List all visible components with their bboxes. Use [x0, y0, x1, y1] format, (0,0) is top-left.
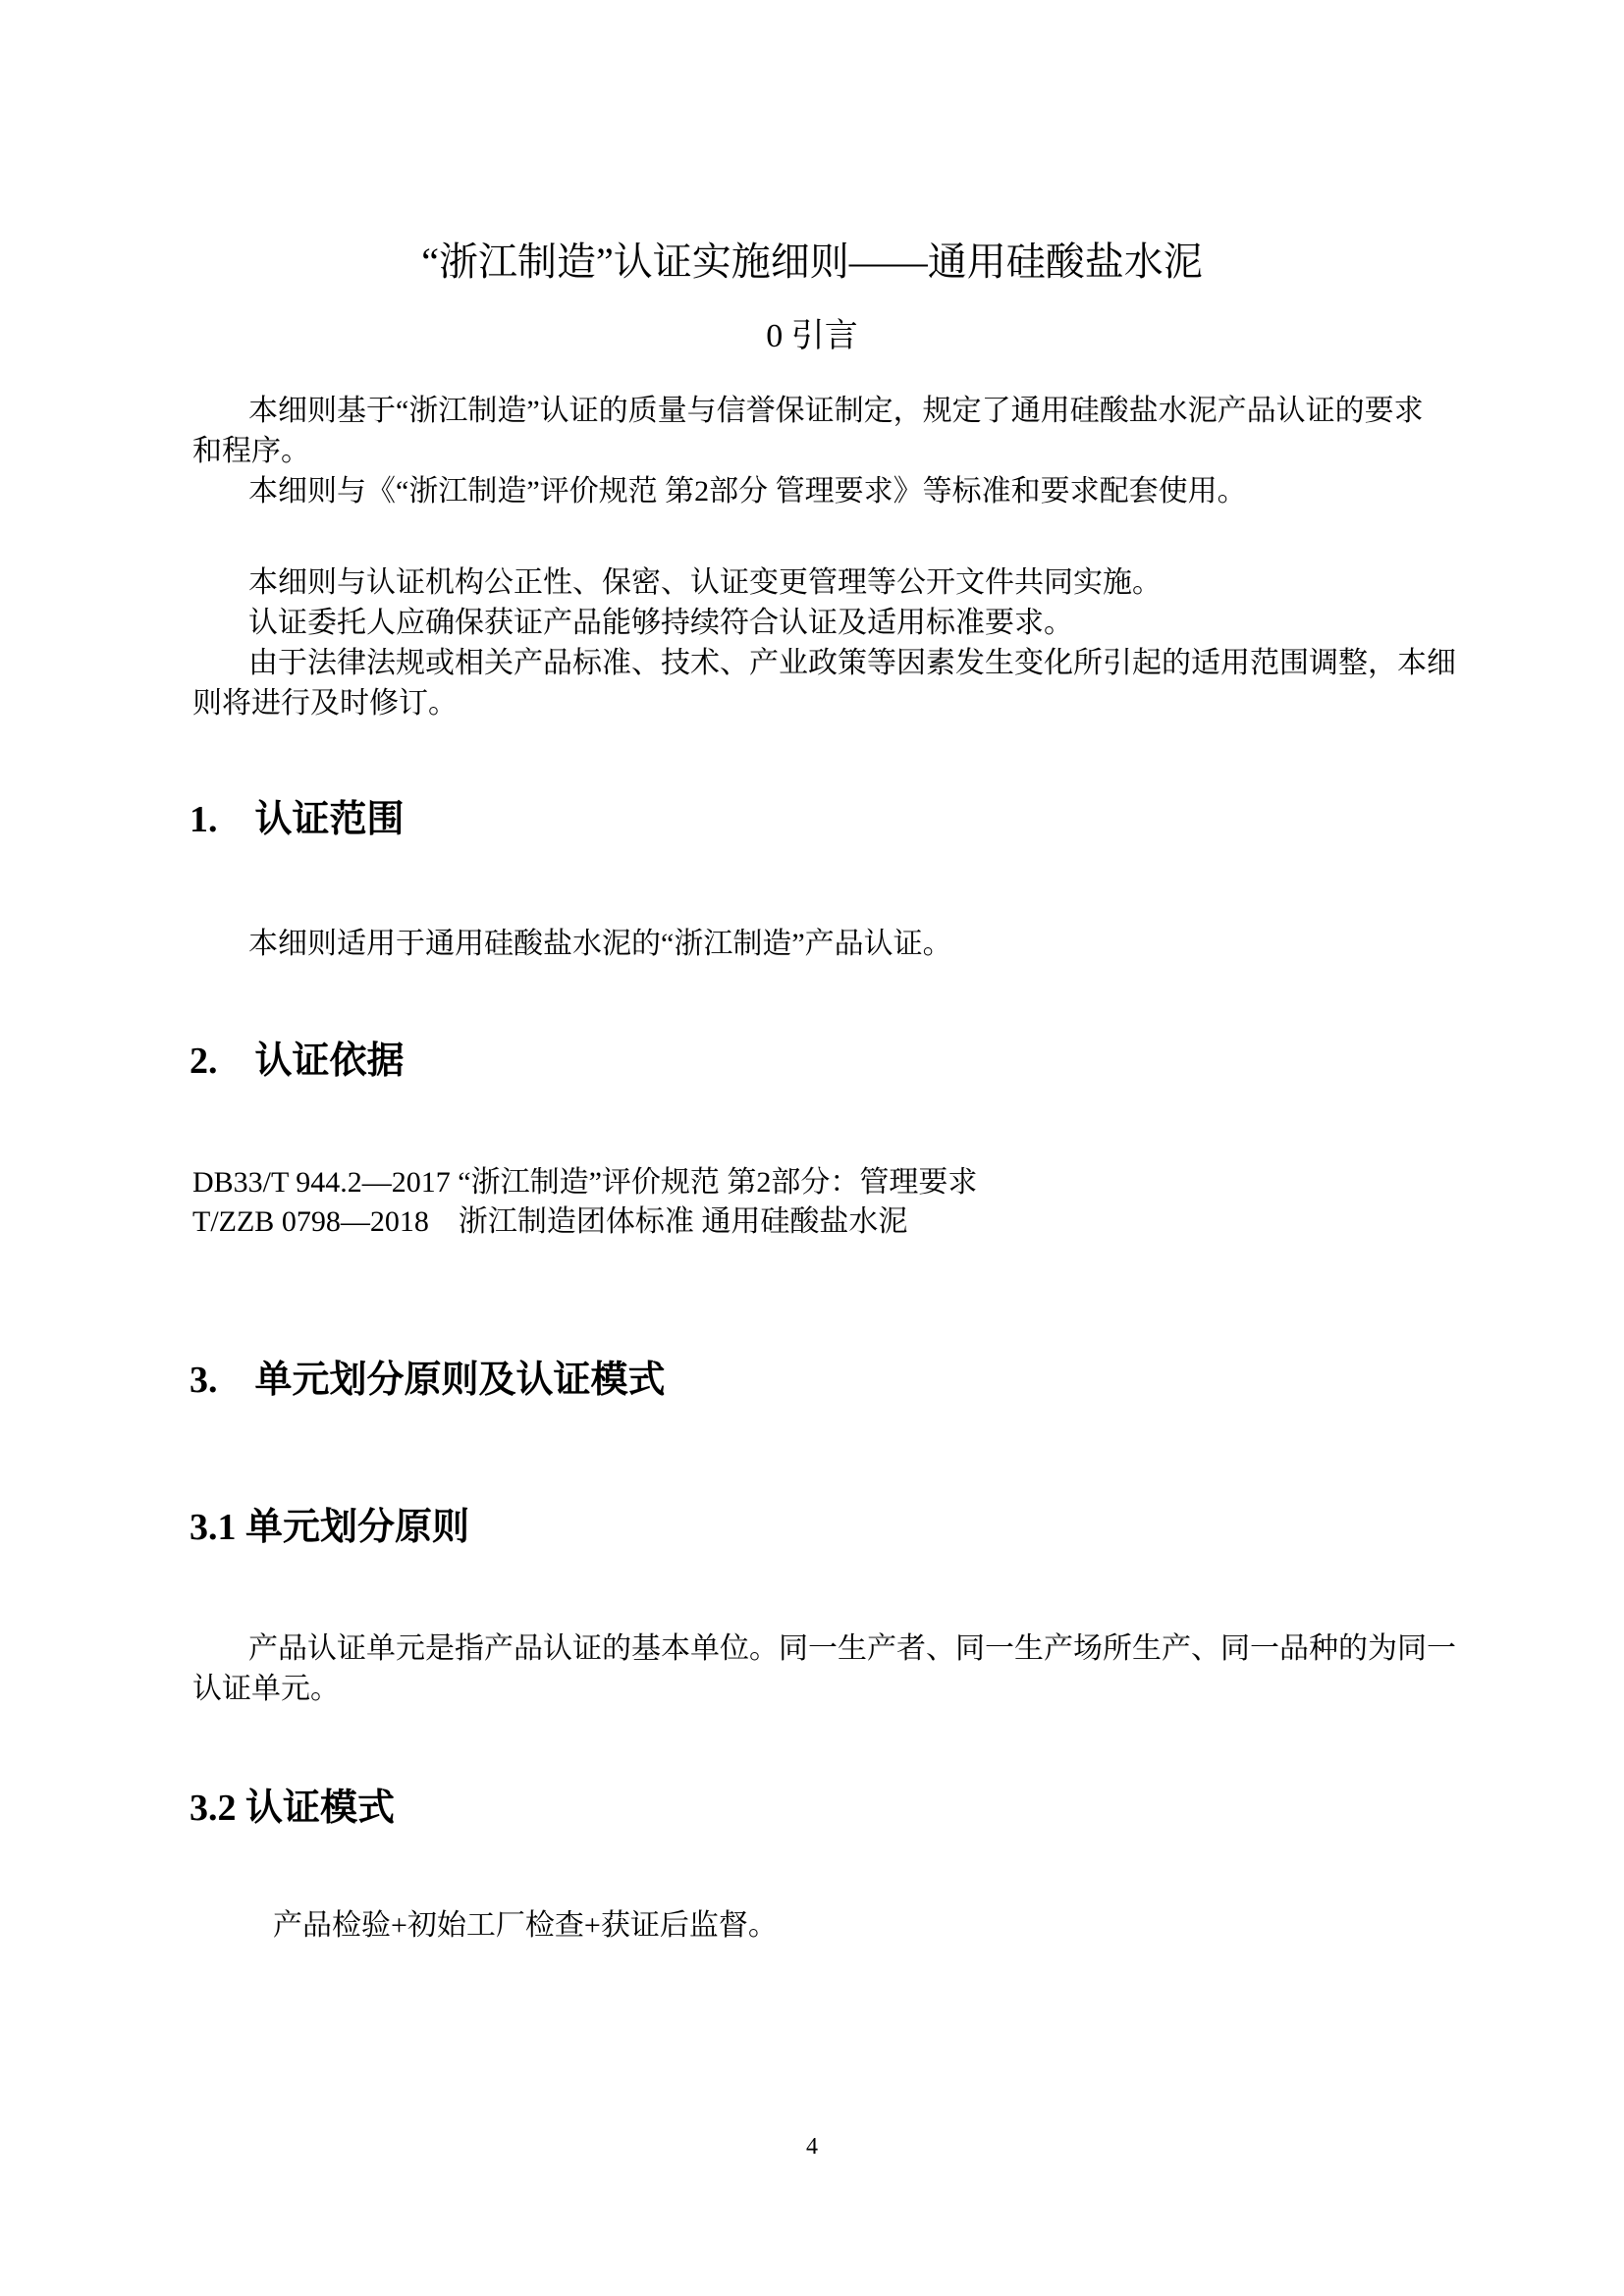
section-0-heading: 0 引言: [766, 318, 858, 354]
section-2-reference-1: DB33/T 944.2—2017 “浙江制造”评价规范 第2部分：管理要求: [192, 1166, 978, 1199]
section-2-reference-2: T/ZZB 0798—2018 浙江制造团体标准 通用硅酸盐水泥: [192, 1205, 908, 1238]
intro-para4: 认证委托人应确保获证产品能够持续符合认证及适用标准要求。: [248, 607, 1073, 639]
intro-para2: 本细则与《“浙江制造”评价规范 第2部分 管理要求》等标准和要求配套使用。: [248, 475, 1247, 507]
intro-para1-line1: 本细则基于“浙江制造”认证的质量与信誉保证制定，规定了通用硅酸盐水泥产品认证的要求: [248, 395, 1424, 427]
section-3-heading: 3. 单元划分原则及认证模式: [189, 1360, 666, 1401]
intro-para1-line2: 和程序。: [192, 435, 310, 467]
section-3-1-body-line2: 认证单元。: [192, 1673, 340, 1705]
document-title: “浙江制造”认证实施细则——通用硅酸盐水泥: [421, 240, 1203, 284]
section-1-body: 本细则适用于通用硅酸盐水泥的“浙江制造”产品认证。: [248, 928, 952, 960]
page-number: 4: [806, 2134, 818, 2160]
intro-para5-line2: 则将进行及时修订。: [192, 687, 458, 720]
section-3-2-body: 产品检验+初始工厂检查+获证后监督。: [273, 1909, 778, 1942]
section-3-1-body-line1: 产品认证单元是指产品认证的基本单位。同一生产者、同一生产场所生产、同一品种的为同一: [248, 1632, 1456, 1665]
intro-para5-line1: 由于法律法规或相关产品标准、技术、产业政策等因素发生变化所引起的适用范围调整，本细: [248, 647, 1456, 679]
section-3-1-heading: 3.1 单元划分原则: [189, 1507, 470, 1548]
section-2-heading: 2. 认证依据: [189, 1041, 405, 1082]
section-1-heading: 1. 认证范围: [189, 799, 405, 840]
intro-para3: 本细则与认证机构公正性、保密、认证变更管理等公开文件共同实施。: [248, 566, 1162, 599]
section-3-2-heading: 3.2 认证模式: [189, 1788, 396, 1829]
